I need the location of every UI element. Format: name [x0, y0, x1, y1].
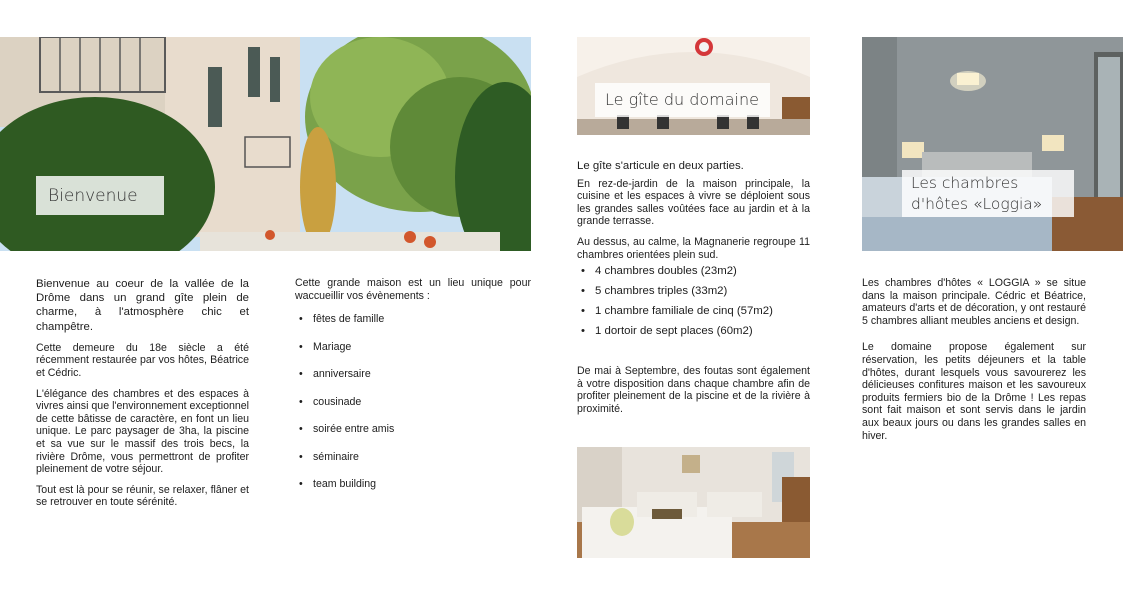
column-gite-text	[577, 160, 810, 424]
list-item: • 5 chambres triples (33m2)	[577, 285, 810, 305]
column-loggia-text	[862, 277, 1086, 450]
photo-chambre-loggia	[862, 37, 1123, 251]
gite-parties: Le gîte s'articule en deux parties.	[577, 160, 744, 172]
gite-rez-de-jardin: En rez-de-jardin de la maison principale, la cuisine et les espaces à vivre se déploient sous les grandes salles voûtées face au jardin et à la grande terrasse.	[577, 177, 810, 228]
column-evenements-text	[295, 277, 531, 506]
column-bienvenue-text	[36, 277, 249, 517]
gite-magnanerie: Au dessus, au calme, la Magnanerie regroupe 11 chambres orientées plein sud.	[577, 235, 810, 261]
loggia-illustration	[862, 37, 1123, 251]
bienvenue-intro: Bienvenue au coeur de la vallée de la Drôme dans un grand gîte plein de charme, à l'atmosphère chic et champêtre.	[36, 278, 249, 333]
photo-dortoir	[577, 447, 810, 558]
list-item: • Mariage	[295, 341, 531, 369]
chateau-illustration	[0, 37, 531, 251]
loggia-table-hotes: Le domaine propose également sur réservation, les petits déjeuners et la table d'hôtes, durant lesquels vous savourerez les délicieuses confitures maison et les savoureux produits fermiers bio de la Drôme ! Les repas sont fait maison et sont servis dans le jardin aux beaux jours ou dans les grandes salles en hiver.	[862, 341, 1086, 442]
list-item: • team building	[295, 478, 531, 506]
list-item: • fêtes de famille	[295, 313, 531, 341]
dortoir-illustration	[577, 447, 810, 558]
list-item: • 1 chambre familiale de cinq (57m2)	[577, 305, 810, 325]
bienvenue-reunir: Tout est là pour se réunir, se relaxer, flâner et se retrouver en toute sérénité.	[36, 483, 249, 509]
evenements-intro: Cette grande maison est un lieu unique pour waccueillir vos évènements :	[295, 277, 531, 302]
photo-label-chambres	[902, 170, 1074, 217]
gite-foutas: De mai à Septembre, des foutas sont également à votre disposition dans chaque chambre afin de profiter pleinement de la piscine et de la rivière à proximité.	[577, 365, 810, 415]
list-item: • 1 dortoir de sept places (60m2)	[577, 325, 810, 345]
chambres-label-line2: d'hôtes «Loggia»	[911, 195, 1043, 213]
gite-label: Le gîte du domaine	[605, 90, 759, 109]
photo-chateau	[0, 37, 531, 251]
list-item: • cousinade	[295, 396, 531, 424]
loggia-description: Les chambres d'hôtes « LOGGIA » se situe dans la maison principale. Cédric et Béatrice, amateurs d'arts et de décoration, y ont restauré 5 chambres alliant meubles anciens et design.	[862, 277, 1086, 327]
list-item: • 4 chambres doubles (23m2)	[577, 265, 810, 285]
list-item: • séminaire	[295, 451, 531, 479]
photo-label-bienvenue	[36, 176, 164, 215]
bienvenue-elegance: L'élégance des chambres et des espaces à vivres ainsi que l'environnement exceptionnel de cette bâtisse de caractère, en font un lieu unique. Le parc paysager de 3ha, la piscine et sa vue sur le massif des trois becs, la rivière Drôme, vous permettront de profiter pleinement de votre séjour.	[36, 387, 249, 476]
bienvenue-demeure: Cette demeure du 18e siècle a été récemment restaurée par vos hôtes, Béatrice et Cédric.	[36, 341, 249, 379]
list-item: • anniversaire	[295, 368, 531, 396]
photo-label-gite	[595, 83, 770, 117]
bienvenue-label: Bienvenue	[48, 186, 138, 206]
evenements-list	[295, 313, 531, 506]
list-item: • soirée entre amis	[295, 423, 531, 451]
photo-gite	[577, 37, 810, 135]
chambres-list	[577, 265, 810, 345]
chambres-label-line1: Les chambres	[911, 174, 1019, 192]
